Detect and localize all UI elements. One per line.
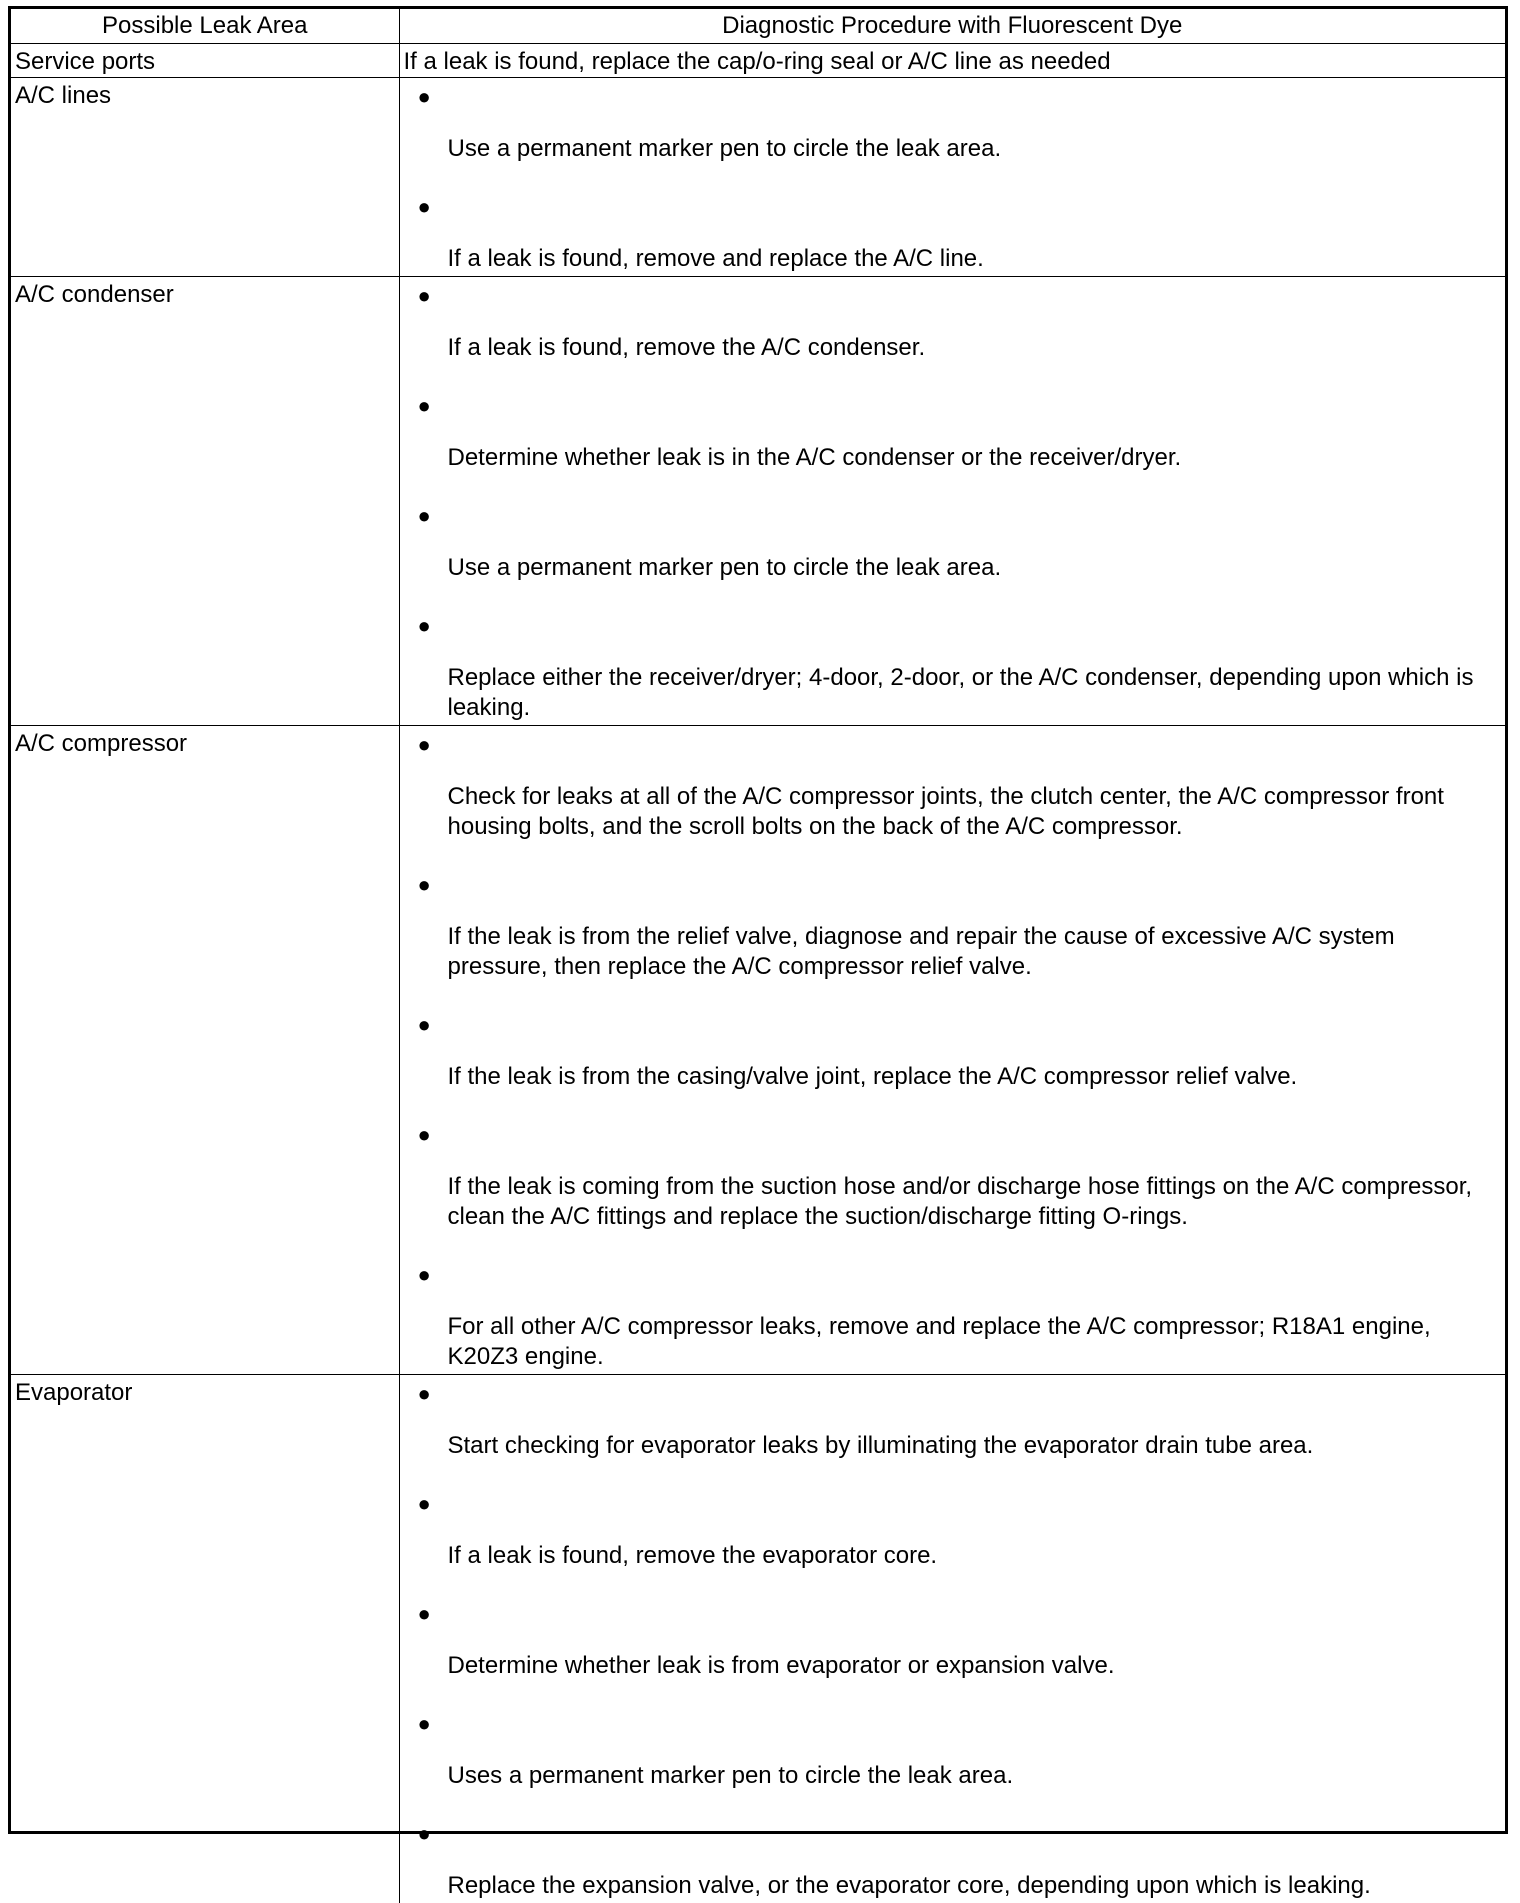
procedure-item	[412, 387, 1498, 473]
procedure-item-text: For all other A/C compressor leaks, remove and replace the A/C compressor; R18A1 engine, K20Z3 engine.	[412, 1312, 1498, 1372]
bullet-icon: ●	[412, 497, 1498, 531]
procedure-cell	[399, 78, 1505, 277]
procedure-item-text: Uses a permanent marker pen to circle the leak area.	[412, 1761, 1498, 1791]
procedure-item-text: If the leak is from the casing/valve joint, replace the A/C compressor relief valve.	[412, 1062, 1498, 1092]
bullet-icon: ●	[412, 1705, 1498, 1739]
procedure-item	[412, 607, 1498, 723]
procedure-cell	[399, 1375, 1505, 1903]
leak-area-cell: Evaporator	[11, 1375, 399, 1903]
header-possible-leak-area: Possible Leak Area	[11, 9, 399, 44]
table-row	[11, 726, 1505, 1375]
procedure-cell	[399, 277, 1505, 726]
bullet-icon: ●	[412, 277, 1498, 311]
header-row	[11, 9, 1505, 44]
procedure-item-text: If a leak is found, remove the A/C condenser.	[412, 333, 1498, 363]
procedure-item	[412, 1116, 1498, 1232]
procedure-item	[412, 1006, 1498, 1092]
procedure-item-text: Determine whether leak is from evaporator or expansion valve.	[412, 1651, 1498, 1681]
bullet-icon: ●	[412, 1485, 1498, 1519]
bullet-icon: ●	[412, 726, 1498, 760]
procedure-cell	[399, 726, 1505, 1375]
bullet-icon: ●	[412, 1595, 1498, 1629]
table-row	[11, 78, 1505, 277]
procedure-item	[412, 277, 1498, 363]
leak-area-cell: Service ports	[11, 44, 399, 78]
procedure-item-text: Determine whether leak is in the A/C condenser or the receiver/dryer.	[412, 443, 1498, 473]
bullet-icon: ●	[412, 1256, 1498, 1290]
leak-area-cell: A/C compressor	[11, 726, 399, 1375]
bullet-icon: ●	[412, 188, 1498, 222]
table-row	[11, 1375, 1505, 1903]
bullet-icon: ●	[412, 1815, 1498, 1849]
bullet-icon: ●	[412, 387, 1498, 421]
procedure-cell: If a leak is found, replace the cap/o-ring seal or A/C line as needed	[399, 44, 1505, 78]
table-row	[11, 277, 1505, 726]
procedure-item	[412, 497, 1498, 583]
table	[11, 9, 1505, 1903]
bullet-icon: ●	[412, 866, 1498, 900]
procedure-item-text: If a leak is found, remove the evaporator core.	[412, 1541, 1498, 1571]
procedure-item	[412, 78, 1498, 164]
procedure-item	[412, 726, 1498, 842]
procedure-item	[412, 866, 1498, 982]
leak-area-cell: A/C lines	[11, 78, 399, 277]
bullet-icon: ●	[412, 1116, 1498, 1150]
bullet-icon: ●	[412, 78, 1498, 112]
procedure-item	[412, 1815, 1498, 1901]
procedure-item-text: Start checking for evaporator leaks by illuminating the evaporator drain tube area.	[412, 1431, 1498, 1461]
table-row	[11, 44, 1505, 78]
leak-diagnosis-table	[8, 6, 1508, 1834]
leak-area-cell: A/C condenser	[11, 277, 399, 726]
procedure-item	[412, 1595, 1498, 1681]
procedure-item-text: Replace either the receiver/dryer; 4-door, 2-door, or the A/C condenser, depending upon which is leaking.	[412, 663, 1498, 723]
procedure-item	[412, 1705, 1498, 1791]
header-diagnostic-procedure: Diagnostic Procedure with Fluorescent Dye	[399, 9, 1505, 44]
procedure-item-text: Replace the expansion valve, or the evaporator core, depending upon which is leaking.	[412, 1871, 1498, 1901]
procedure-item-text: Check for leaks at all of the A/C compressor joints, the clutch center, the A/C compressor front housing bolts, and the scroll bolts on the back of the A/C compressor.	[412, 782, 1498, 842]
bullet-icon: ●	[412, 607, 1498, 641]
procedure-item-text: If the leak is from the relief valve, diagnose and repair the cause of excessive A/C system pressure, then replace the A/C compressor relief valve.	[412, 922, 1498, 982]
bullet-icon: ●	[412, 1006, 1498, 1040]
procedure-item-text: If a leak is found, remove and replace the A/C line.	[412, 244, 1498, 274]
procedure-item	[412, 1485, 1498, 1571]
procedure-item-text: Use a permanent marker pen to circle the leak area.	[412, 134, 1498, 164]
bullet-icon: ●	[412, 1375, 1498, 1409]
procedure-item	[412, 188, 1498, 274]
procedure-item	[412, 1375, 1498, 1461]
procedure-item-text: If the leak is coming from the suction hose and/or discharge hose fittings on the A/C compressor, clean the A/C fittings and replace the suction/discharge fitting O-rings.	[412, 1172, 1498, 1232]
procedure-item	[412, 1256, 1498, 1372]
procedure-item-text: Use a permanent marker pen to circle the leak area.	[412, 553, 1498, 583]
